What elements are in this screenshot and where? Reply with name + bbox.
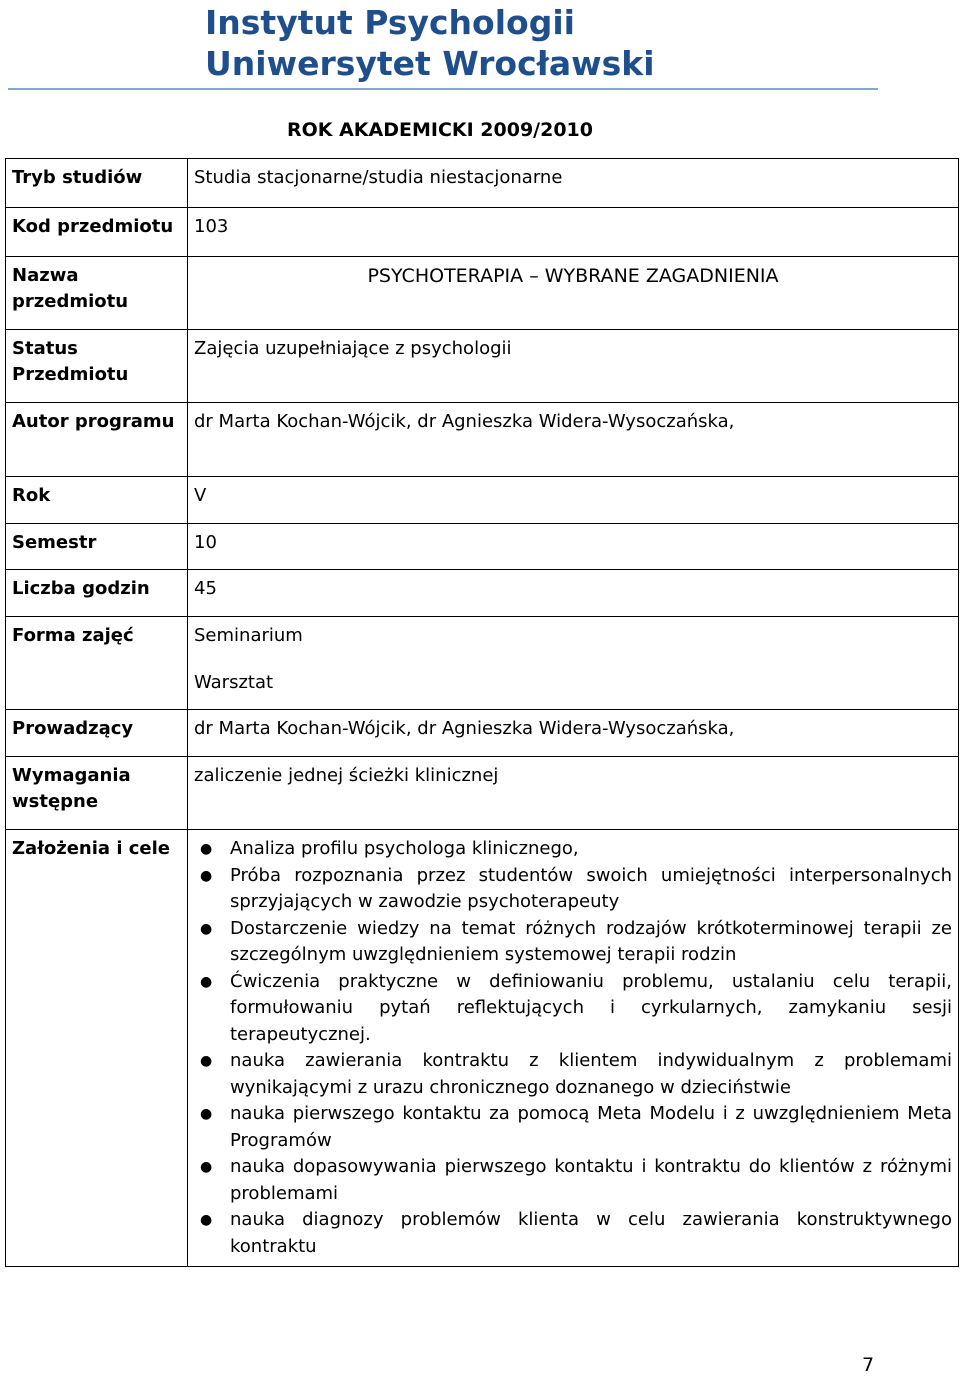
value-zalozenia	[188, 830, 959, 1267]
goal-text: nauka dopasowywania pierwszego kontaktu i kontraktu do klientów z różnymi problemami	[230, 1156, 952, 1204]
academic-year: ROK AKADEMICKI 2009/2010	[286, 119, 594, 141]
page-number: 7	[862, 1354, 875, 1376]
value-kod: 103	[188, 208, 959, 257]
goal-item	[194, 969, 952, 1049]
bullet-icon: ●	[200, 920, 213, 937]
syllabus-table	[5, 158, 959, 1267]
goal-text: Próba rozpoznania przez studentów swoich umiejętności interpersonalnych sprzyjających w zawodzie psychoterapeuty	[230, 864, 952, 912]
value-godzin: 45	[188, 570, 959, 617]
row-tryb	[6, 159, 959, 208]
goal-item	[194, 863, 952, 916]
goal-text: nauka pierwszego kontaktu za pomocą Meta Modelu i z uwzględnieniem Meta Programów	[230, 1103, 952, 1151]
goal-item	[194, 836, 952, 863]
bullet-icon: ●	[200, 973, 213, 990]
goal-text: Dostarczenie wiedzy na temat różnych rodzajów krótkoterminowej terapii ze szczególnym uwzględnieniem systemowej terapii rodzin	[230, 917, 952, 965]
label-prowadzacy: Prowadzący	[6, 710, 188, 757]
institution-title	[205, 2, 655, 84]
label-status: Status Przedmiotu	[6, 330, 188, 403]
value-tryb: Studia stacjonarne/studia niestacjonarne	[188, 159, 959, 208]
goal-text: Analiza profilu psychologa klinicznego,	[230, 838, 579, 859]
value-wymagania: zaliczenie jednej ścieżki klinicznej	[188, 757, 959, 830]
forma-seminarium: Seminarium	[194, 625, 303, 646]
label-godzin: Liczba godzin	[6, 570, 188, 617]
value-forma	[188, 617, 959, 710]
label-rok: Rok	[6, 477, 188, 524]
label-semestr: Semestr	[6, 524, 188, 570]
goal-item	[194, 1048, 952, 1101]
row-rok	[6, 477, 959, 524]
goal-text: nauka diagnozy problemów klienta w celu zawierania konstruktywnego kontraktu	[230, 1209, 952, 1257]
row-kod	[6, 208, 959, 257]
row-zalozenia	[6, 830, 959, 1267]
value-semestr: 10	[188, 524, 959, 570]
goal-item	[194, 1101, 952, 1154]
header-divider	[8, 88, 878, 90]
row-status	[6, 330, 959, 403]
row-forma	[6, 617, 959, 710]
value-prowadzacy: dr Marta Kochan-Wójcik, dr Agnieszka Widera-Wysoczańska,	[188, 710, 959, 757]
label-tryb: Tryb studiów	[6, 159, 188, 208]
bullet-icon: ●	[200, 841, 213, 857]
label-nazwa: Nazwa przedmiotu	[6, 257, 188, 330]
value-rok: V	[188, 477, 959, 524]
goals-list	[194, 836, 952, 1260]
value-autor: dr Marta Kochan-Wójcik, dr Agnieszka Widera-Wysoczańska,	[188, 403, 959, 477]
row-semestr	[6, 524, 959, 570]
row-autor	[6, 403, 959, 477]
bullet-icon: ●	[200, 1106, 213, 1122]
value-status: Zajęcia uzupełniające z psychologii	[188, 330, 959, 403]
goal-item	[194, 1154, 952, 1207]
goal-text: Ćwiczenia praktyczne w definiowaniu problemu, ustalaniu celu terapii, formułowaniu pytań reflektujących i cyrkularnych, zamykaniu sesji terapeutycznej.	[230, 970, 952, 1045]
row-godzin	[6, 570, 959, 617]
label-autor: Autor programu	[6, 403, 188, 477]
label-kod: Kod przedmiotu	[6, 208, 188, 257]
institution-line-2: Uniwersytet Wrocławski	[205, 44, 655, 83]
row-prowadzacy	[6, 710, 959, 757]
label-forma: Forma zajęć	[6, 617, 188, 710]
bullet-icon: ●	[200, 1212, 213, 1228]
bullet-icon: ●	[200, 1053, 213, 1069]
row-wymagania	[6, 757, 959, 830]
goal-text: nauka zawierania kontraktu z klientem indywidualnym z problemami wynikającymi z urazu chronicznego doznanego w dzieciństwie	[230, 1050, 952, 1098]
row-nazwa	[6, 257, 959, 330]
label-wymagania: Wymagania wstępne	[6, 757, 188, 830]
value-nazwa: PSYCHOTERAPIA – WYBRANE ZAGADNIENIA	[188, 257, 959, 330]
bullet-icon: ●	[200, 867, 213, 884]
label-zalozenia: Założenia i cele	[6, 830, 188, 1267]
goal-item	[194, 1207, 952, 1260]
goal-item	[194, 916, 952, 969]
bullet-icon: ●	[200, 1159, 213, 1175]
institution-line-1: Instytut Psychologii	[205, 3, 575, 42]
forma-warsztat: Warsztat	[194, 672, 274, 693]
